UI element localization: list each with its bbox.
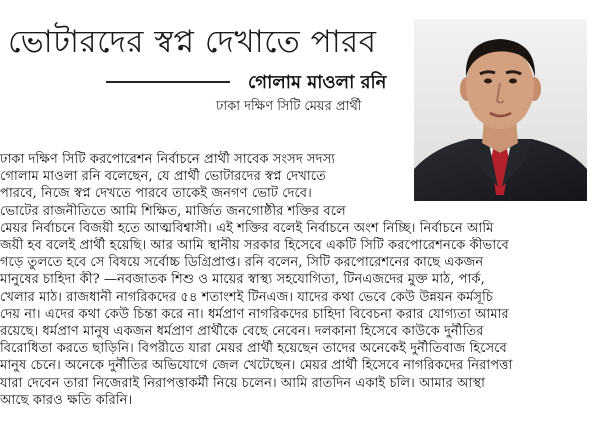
article-line: খেলার মাঠ। রাজধানী নাগরিকদের ৫৪ শতাংশই টিনএজ। যাদের কথা ভেবে কেউ উন্নয়ন কর্মসূচি bbox=[0, 289, 494, 305]
author-role: ঢাকা দক্ষিণ সিটি মেয়র প্রার্থী bbox=[216, 99, 362, 114]
article-line: গোলাম মাওলা রনি বলেছেন, যে প্রার্থী ভোটারদের স্বপ্ন দেখাতে bbox=[0, 169, 326, 185]
headline: ভোটারদের স্বপ্ন দেখাতে পারব bbox=[8, 24, 377, 60]
article-line: রয়েছে। ধর্মপ্রাণ মানুষ একজন ধর্মপ্রাণ প্রার্থীকে বেছে নেবেন। দলকানা হিসেবে কাউকে দুর্নীতির bbox=[0, 324, 484, 340]
article-line: বিরোধিতা করতে ছাড়িনি। বিপরীতে যারা মেয়র প্রার্থী হয়েছেন তাদের অনেকেই দুর্নীতিবাজ হিসেবে bbox=[0, 341, 507, 357]
article-line: ভোটের রাজনীতিতে আমি শিক্ষিত, মার্জিত জনগোষ্ঠীর শক্তির বলে bbox=[0, 203, 346, 219]
article-line: দেয় না। এদের কথা কেউ চিন্তা করে না। ধর্মপ্রাণ নাগরিকদের চাহিদা বিবেচনা করার যোগ্যতা আমার bbox=[0, 306, 509, 322]
article-line: মানুষ চেনে। অনেকে দুর্নীতির অভিযোগে জেল খেটেছেন। মেয়র প্রার্থী হিসেবে নাগরিকদের নিরাপত্তা bbox=[0, 358, 513, 374]
article-line: মানুষের চাহিদা কী? —নবজাতক শিশু ও মায়ের স্বাস্থ্য সহযোগিতা, টিনএজদের মুক্ত মাঠ, পার্ক, bbox=[0, 272, 485, 288]
article-line: যারা দেবেন তারা নিজেরাই নিরাপত্তাকর্মী নিয়ে চলেন। আমি রাতদিন একাই চলি। আমার আস্থা bbox=[0, 375, 485, 391]
article-line: ঢাকা দক্ষিণ সিটি করপোরেশন নির্বাচনে প্রার্থী সাবেক সংসদ সদস্য bbox=[0, 152, 336, 167]
article-line: আছে কারও ক্ষতি করিনি। bbox=[0, 392, 133, 408]
article-line: জয়ী হব বলেই প্রার্থী হয়েছি। আর আমি স্থানীয় সরকার হিসেবে একটি সিটি করপোরেশনকে কীভাবে bbox=[0, 238, 509, 254]
article-line: গড়ে তুলতে হবে সে বিষয়ে সর্বোচ্চ ডিগ্রিপ্রাপ্ত। রনি বলেন, সিটি করপোরেশনের কাছে একজন bbox=[0, 255, 484, 271]
article-line: মেয়র নির্বাচনে বিজয়ী হতে আত্মবিশ্বাসী। এই শক্তির বলেই নির্বাচনে অংশ নিচ্ছি। নির্বাচনে আমি bbox=[0, 220, 494, 236]
article-body bbox=[0, 151, 594, 409]
author-name: গোলাম মাওলা রনি bbox=[248, 72, 387, 93]
article-line: পারবে, নিজে স্বপ্ন দেখতে পারবে তাকেই জনগণ ভোট দেবে। bbox=[0, 186, 312, 202]
byline-divider bbox=[106, 81, 230, 83]
